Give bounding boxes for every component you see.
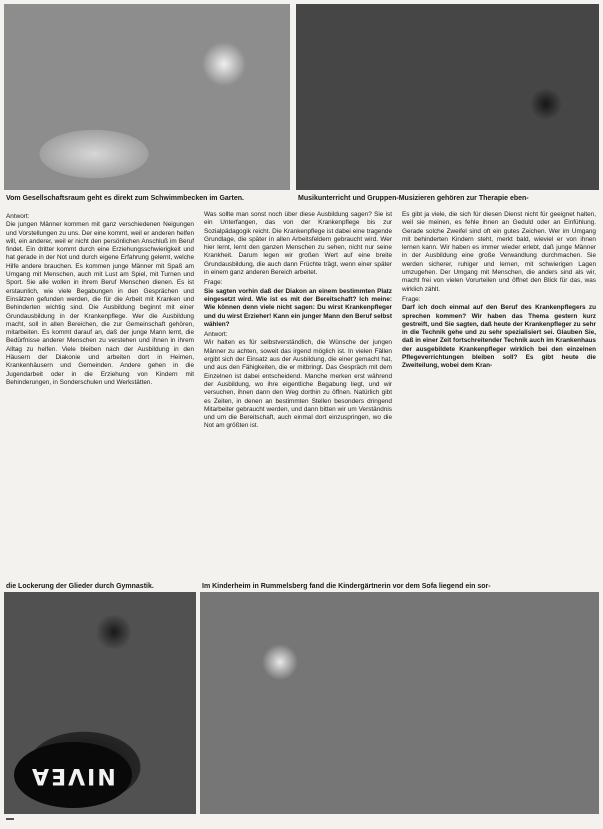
article-column-3 bbox=[402, 211, 596, 578]
interview-question: Sie sagten vorhin daß der Diakon an einem bestimmten Platz eingesetzt wird. Wie ist es mit der Bereitschaft? Ich meine: Wie können denn viele nicht sagen: Du wirst Krankenpfleger und du wirst Erzieher! Kann ein junger Mann den Beruf selbst wählen? bbox=[204, 287, 392, 328]
column-2-text-top: Was sollte man sonst noch über diese Ausbildung sagen? Sie ist ein Unterfangen, das von der Krankenpflege bis zur Sozialpädagogik reicht. Die Krankenpflege ist dabei eine tragende Grundlage, die später in allen Arbeitsfeldern gebraucht wird. Wer hier lernt, lernt den ganzen Menschen zu sehen, nicht nur seine Krankheit. Darum legen wir großen Wert auf eine breite Grundausbildung, die auch dann Früchte trägt, wenn einer später in einem ganz anderen Bereich arbeitet. bbox=[204, 211, 392, 277]
music-lesson-photo bbox=[296, 4, 599, 190]
gym-ball bbox=[14, 742, 132, 808]
question-label: Frage: bbox=[402, 295, 421, 303]
kindergarten-photo bbox=[200, 592, 599, 814]
gymnastics-caption: die Lockerung der Glieder durch Gymnastik. bbox=[6, 583, 154, 590]
column-3-text-top: Es gibt ja viele, die sich für diesen Dienst nicht für geeignet halten, weil sie meinen, es fehle ihnen an Geduld oder an Einfühlung. Gerade solche Zweifel sind oft ein gutes Zeichen. Wer im Umgang mit behinderten Kindern steht, merkt bald, wieviel er von ihnen lernen kann. Wir haben es immer wieder erlebt, daß junge Männer in der Ausbildung eine große Verwandlung durchmachen. Sie werden sicherer, ruhiger und lernen, mit schwierigen Lagen umzugehen. Der Umgang mit Menschen, die anders sind als wir, macht frei von vielen Vorurteilen und öffnet den Blick für das, was wirklich zählt. bbox=[402, 211, 596, 293]
answer-label: Antwort: bbox=[204, 331, 228, 339]
music-caption: Musikunterricht und Gruppen-Musizieren gehören zur Therapie eben- bbox=[298, 195, 529, 202]
column-1-text: Die jungen Männer kommen mit ganz verschiedenen Neigungen und Vorstellungen zu uns. Der eine kommt, weil er anderen helfen will, ein anderer, weil er nicht den persönlichen Anschluß im Beruf findet. Ein dritter kommt durch eine Erziehungsschwierigkeit und hat gerade in der Not und durch eigene Erfahrung gelernt, welche Hilfe andere brauchen. Es kommen junge Männer mit Spaß am Umgang mit Menschen, auch mit Lust am Spiel, mit Turnen und Sport. Sie alle wollen in ihrem Beruf Menschen dienen. Es ist erstaunlich, wie viele Begabungen in den Gesprächen und Einsätzen gefunden werden, die für die Arbeit mit Kranken und Behinderten wichtig sind. Die Ausbildung beginnt mit einer Grundausbildung in der Krankenpflege. Wer die Ausbildung macht, soll in allen Bereichen, die zur Gemeinschaft gehören, mitarbeiten. Es kommt darauf an, daß der junge Mann lernt, die Bedürfnisse anderer Menschen zu verstehen und ihnen in ihrem Alltag zu helfen. Viele bleiben nach der Ausbildung in den Häusern der Diakonie und arbeiten dort in Heimen, Krankenhäusern und Gemeinden. Andere gehen in die Jugendarbeit oder in die Erziehung von Kindern mit Behinderungen, in Sonderschulen und Werkstätten. bbox=[6, 221, 194, 386]
column-2-text-bottom: Wir halten es für selbstverständlich, die Wünsche der jungen Männer zu achten, soweit das irgend möglich ist. In vielen Fällen ergibt sich der Einsatz aus der Ausbildung, die einer gemacht hat, und aus den Fähigkeiten, die er mitbringt. Das Gespräch mit dem Einzelnen ist dabei entscheidend. Manche merken erst während der Ausbildung, wo ihre eigentliche Begabung liegt, und wir versuchen, ihnen dann den Weg dorthin zu öffnen. Natürlich gibt es Zeiten, in denen an bestimmten Stellen besonders dringend Mitarbeiter gebraucht werden, und dann bitten wir um Verständnis und um die Bereitschaft, auch einmal dort einzuspringen, wo die Not am größten ist. bbox=[204, 339, 392, 430]
article-column-2 bbox=[204, 211, 392, 578]
gymnastics-photo bbox=[4, 592, 196, 814]
pool-photo bbox=[4, 4, 290, 190]
interview-question: Darf ich doch einmal auf den Beruf des Krankenpflegers zu sprechen kommen? Wir haben das Thema gestern kurz gestreift, und Sie sagten, daß heute der Krankenpfleger zu sehr in die Technik gehe und zu sehr spezialisiert sei. Glauben Sie, daß in einer Zeit fortschreitender Technik auch im Krankenhaus der ausgebildete Krankenpfleger wirklich bei den einzelnen Pflegeverrichtungen bleiben soll? Es gibt heute die Zweiteilung, wobei dem Kran- bbox=[402, 304, 596, 370]
answer-label: Antwort: bbox=[6, 213, 30, 220]
pool-caption: Vom Gesellschaftsraum geht es direkt zum Schwimmbecken im Garten. bbox=[6, 195, 244, 202]
kindergarten-caption: Im Kinderheim in Rummelsberg fand die Kindergärtnerin vor dem Sofa liegend ein sor- bbox=[202, 583, 491, 590]
article-column-1 bbox=[6, 211, 194, 578]
page-mark bbox=[6, 818, 14, 820]
question-label: Frage: bbox=[204, 279, 223, 287]
gym-ball-label: NIVEA bbox=[30, 762, 116, 788]
